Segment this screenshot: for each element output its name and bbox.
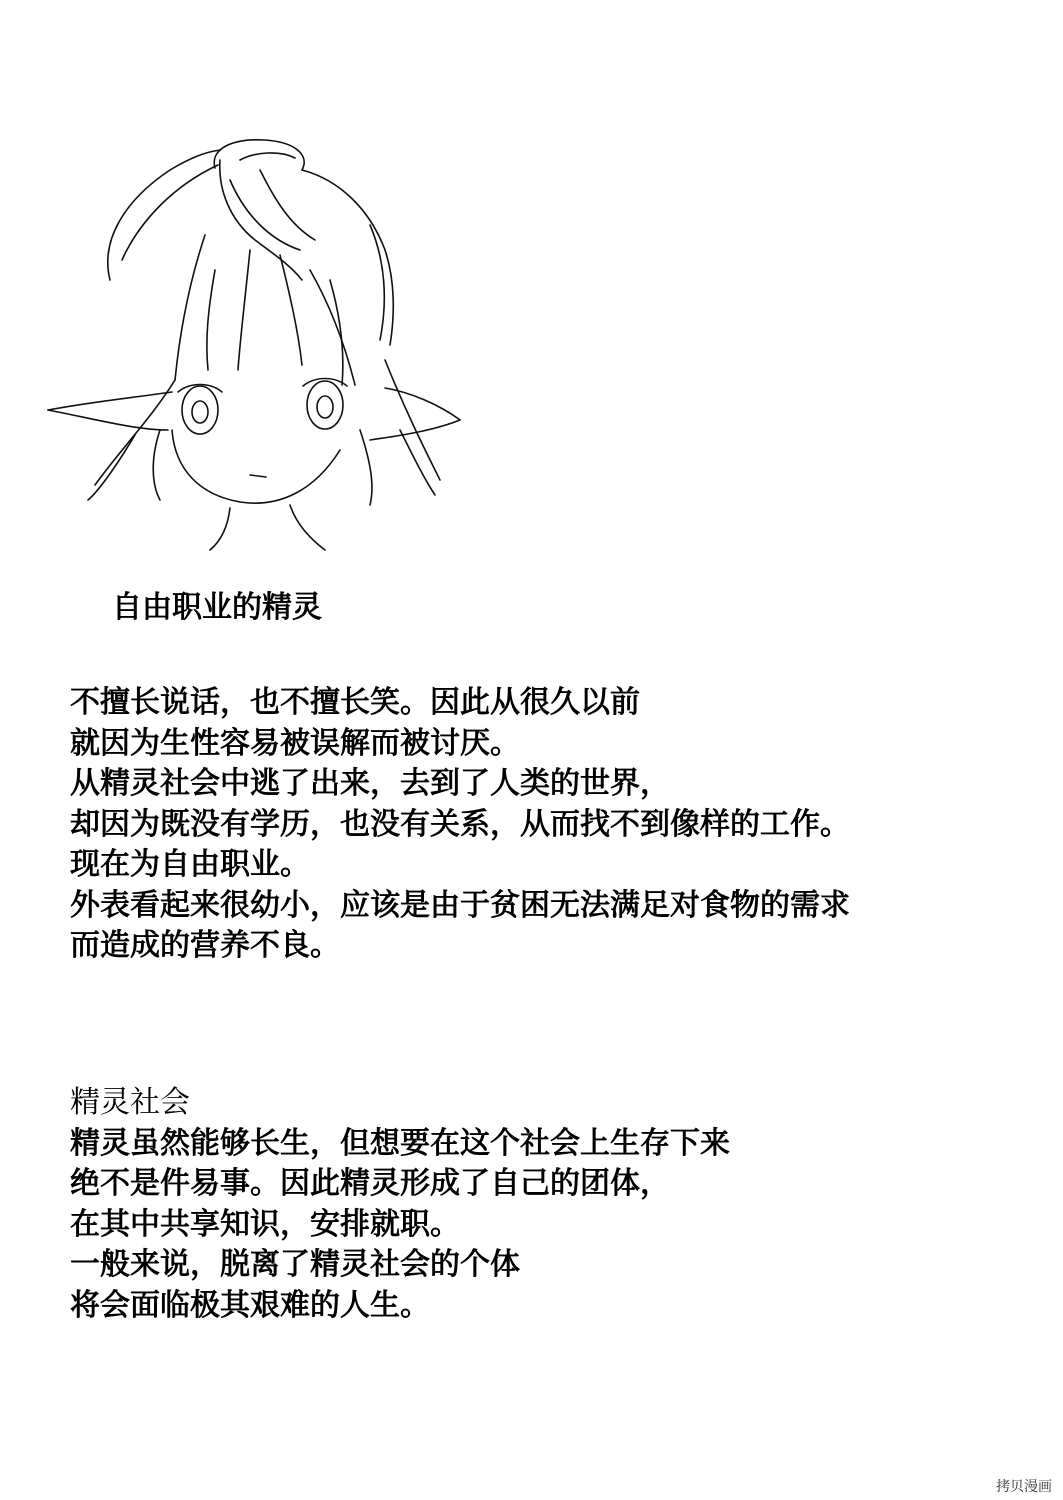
intro-line: 现在为自由职业。 (70, 847, 310, 882)
intro-line: 而造成的营养不良。 (70, 928, 340, 963)
intro-paragraph (70, 683, 850, 967)
intro-line: 从精灵社会中逃了出来，去到了人类的世界， (70, 766, 670, 801)
society-line: 精灵虽然能够长生，但想要在这个社会上生存下来 (70, 1125, 730, 1161)
society-line: 在其中共享知识，安排就职。 (70, 1206, 460, 1242)
intro-line: 就因为生性容易被误解而被讨厌。 (70, 725, 520, 761)
society-section (70, 1083, 730, 1326)
page-title: 自由职业的精灵 (112, 590, 322, 625)
society-line: 将会面临极其艰难的人生。 (70, 1287, 430, 1323)
society-line: 一般来说，脱离了精灵社会的个体 (70, 1247, 520, 1282)
elf-portrait-sketch (40, 130, 480, 560)
intro-line: 不擅长说话，也不擅长笑。因此从很久以前 (70, 685, 640, 720)
society-line: 绝不是件易事。因此精灵形成了自己的团体， (70, 1166, 670, 1201)
intro-line: 却因为既没有学历，也没有关系，从而找不到像样的工作。 (70, 806, 850, 842)
society-heading: 精灵社会 (70, 1085, 190, 1120)
intro-line: 外表看起来很幼小，应该是由于贫困无法满足对食物的需求 (70, 887, 850, 923)
watermark: 拷贝漫画 (993, 1476, 1055, 1496)
